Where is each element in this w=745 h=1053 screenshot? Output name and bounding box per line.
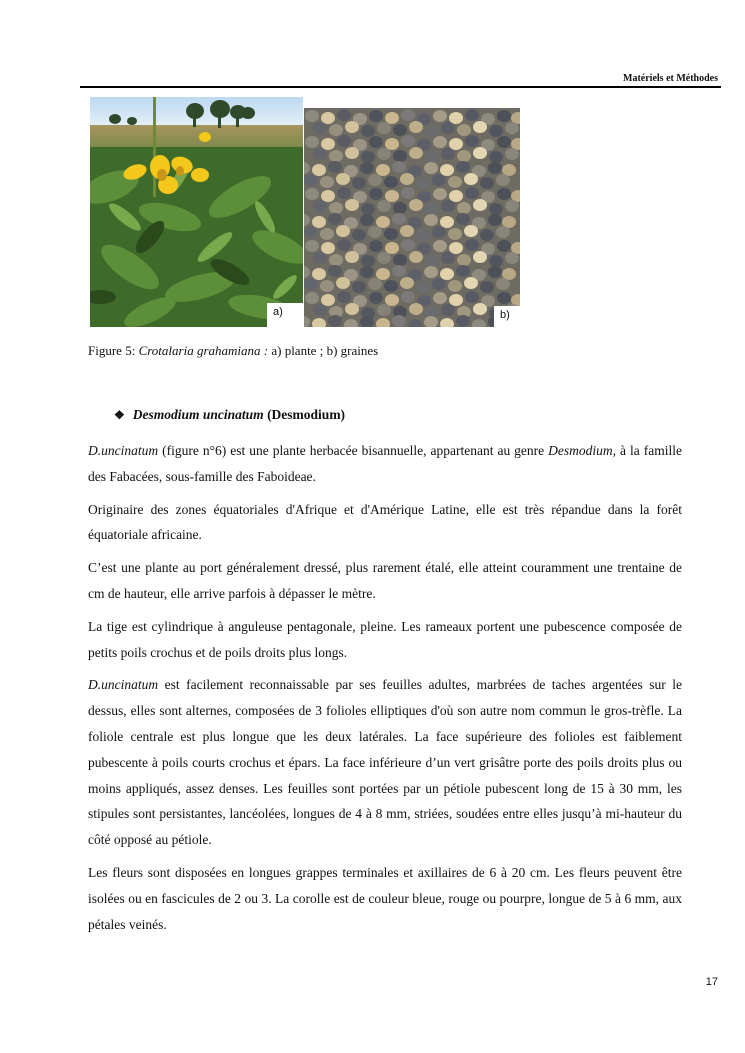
- paragraph-4: La tige est cylindrique à anguleuse pentagonale, pleine. Les rameaux portent une pubescence composée de petits poils crochus et de poils droits plus longs.: [88, 618, 682, 660]
- section-species-name: Desmodium uncinatum: [132, 407, 264, 422]
- genus-name: Desmodium,: [548, 443, 617, 458]
- section-header-title: Matériels et Méthodes: [623, 73, 718, 84]
- figure-label-b: b): [494, 306, 524, 328]
- caption-prefix: Figure 5:: [88, 343, 139, 358]
- section-heading: [114, 407, 345, 423]
- paragraph-text: (figure n°6) est une plante herbacée bisannuelle, appartenant au genre: [158, 443, 549, 458]
- body-text: [88, 438, 682, 944]
- section-common-name: (Desmodium): [263, 407, 346, 422]
- caption-species: Crotalaria grahamiana :: [138, 343, 269, 358]
- species-name: D.uncinatum: [88, 677, 159, 693]
- caption-rest: a) plante ; b) graines: [268, 343, 379, 358]
- figure-label-a: a): [267, 303, 303, 327]
- plant-photo: [90, 97, 303, 327]
- figure-caption: [88, 343, 378, 359]
- paragraph-2: Originaire des zones équatoriales d'Afrique et d'Amérique Latine, elle est très répandue dans la forêt équatoriale africaine.: [88, 501, 682, 543]
- species-name: D.uncinatum: [88, 443, 159, 458]
- diamond-bullet-icon: ❖: [114, 408, 125, 422]
- paragraph-text: est facilement reconnaissable par ses feuilles adultes, marbrées de taches argentées sur le dessus, elles sont alternes, composées de 3 folioles elliptiques d'où son autre nom commun le gros-trèfle. La foliole centrale est plus longue que les deux latérales. La face supérieure des folioles est faiblement pubescente à poils courts crochus et épars. La face inférieure d’un vert grisâtre porte des poils droits plus ou moins appliqués, assez denses. Les feuilles sont portées par un pétiole pubescent long de 15 à 30 mm, les stipules sont persistantes, lancéolées, longues de 4 à 8 mm, striées, soudées entre elles jusqu’à mi-hauteur du côté opposé au pétiole.: [88, 677, 682, 848]
- paragraph-text: à la famille des Fabacées, sous-famille des Faboideae.: [88, 443, 682, 484]
- paragraph-5: [88, 672, 682, 853]
- paragraph-1: [88, 438, 682, 490]
- header-rule: [80, 86, 721, 88]
- paragraph-3: C’est une plante au port généralement dressé, plus rarement étalé, elle atteint couramment une trentaine de cm de hauteur, elle arrive parfois à dépasser le mètre.: [88, 560, 682, 601]
- page-number: 17: [705, 976, 718, 988]
- paragraph-6: Les fleurs sont disposées en longues grappes terminales et axillaires de 6 à 20 cm. Les fleurs peuvent être isolées ou en fascicules de 2 ou 3. La corolle est de couleur bleue, rouge ou pourpre, longue de 5 à 6 mm, aux pétales veinés.: [88, 864, 682, 932]
- seeds-photo: [304, 108, 520, 327]
